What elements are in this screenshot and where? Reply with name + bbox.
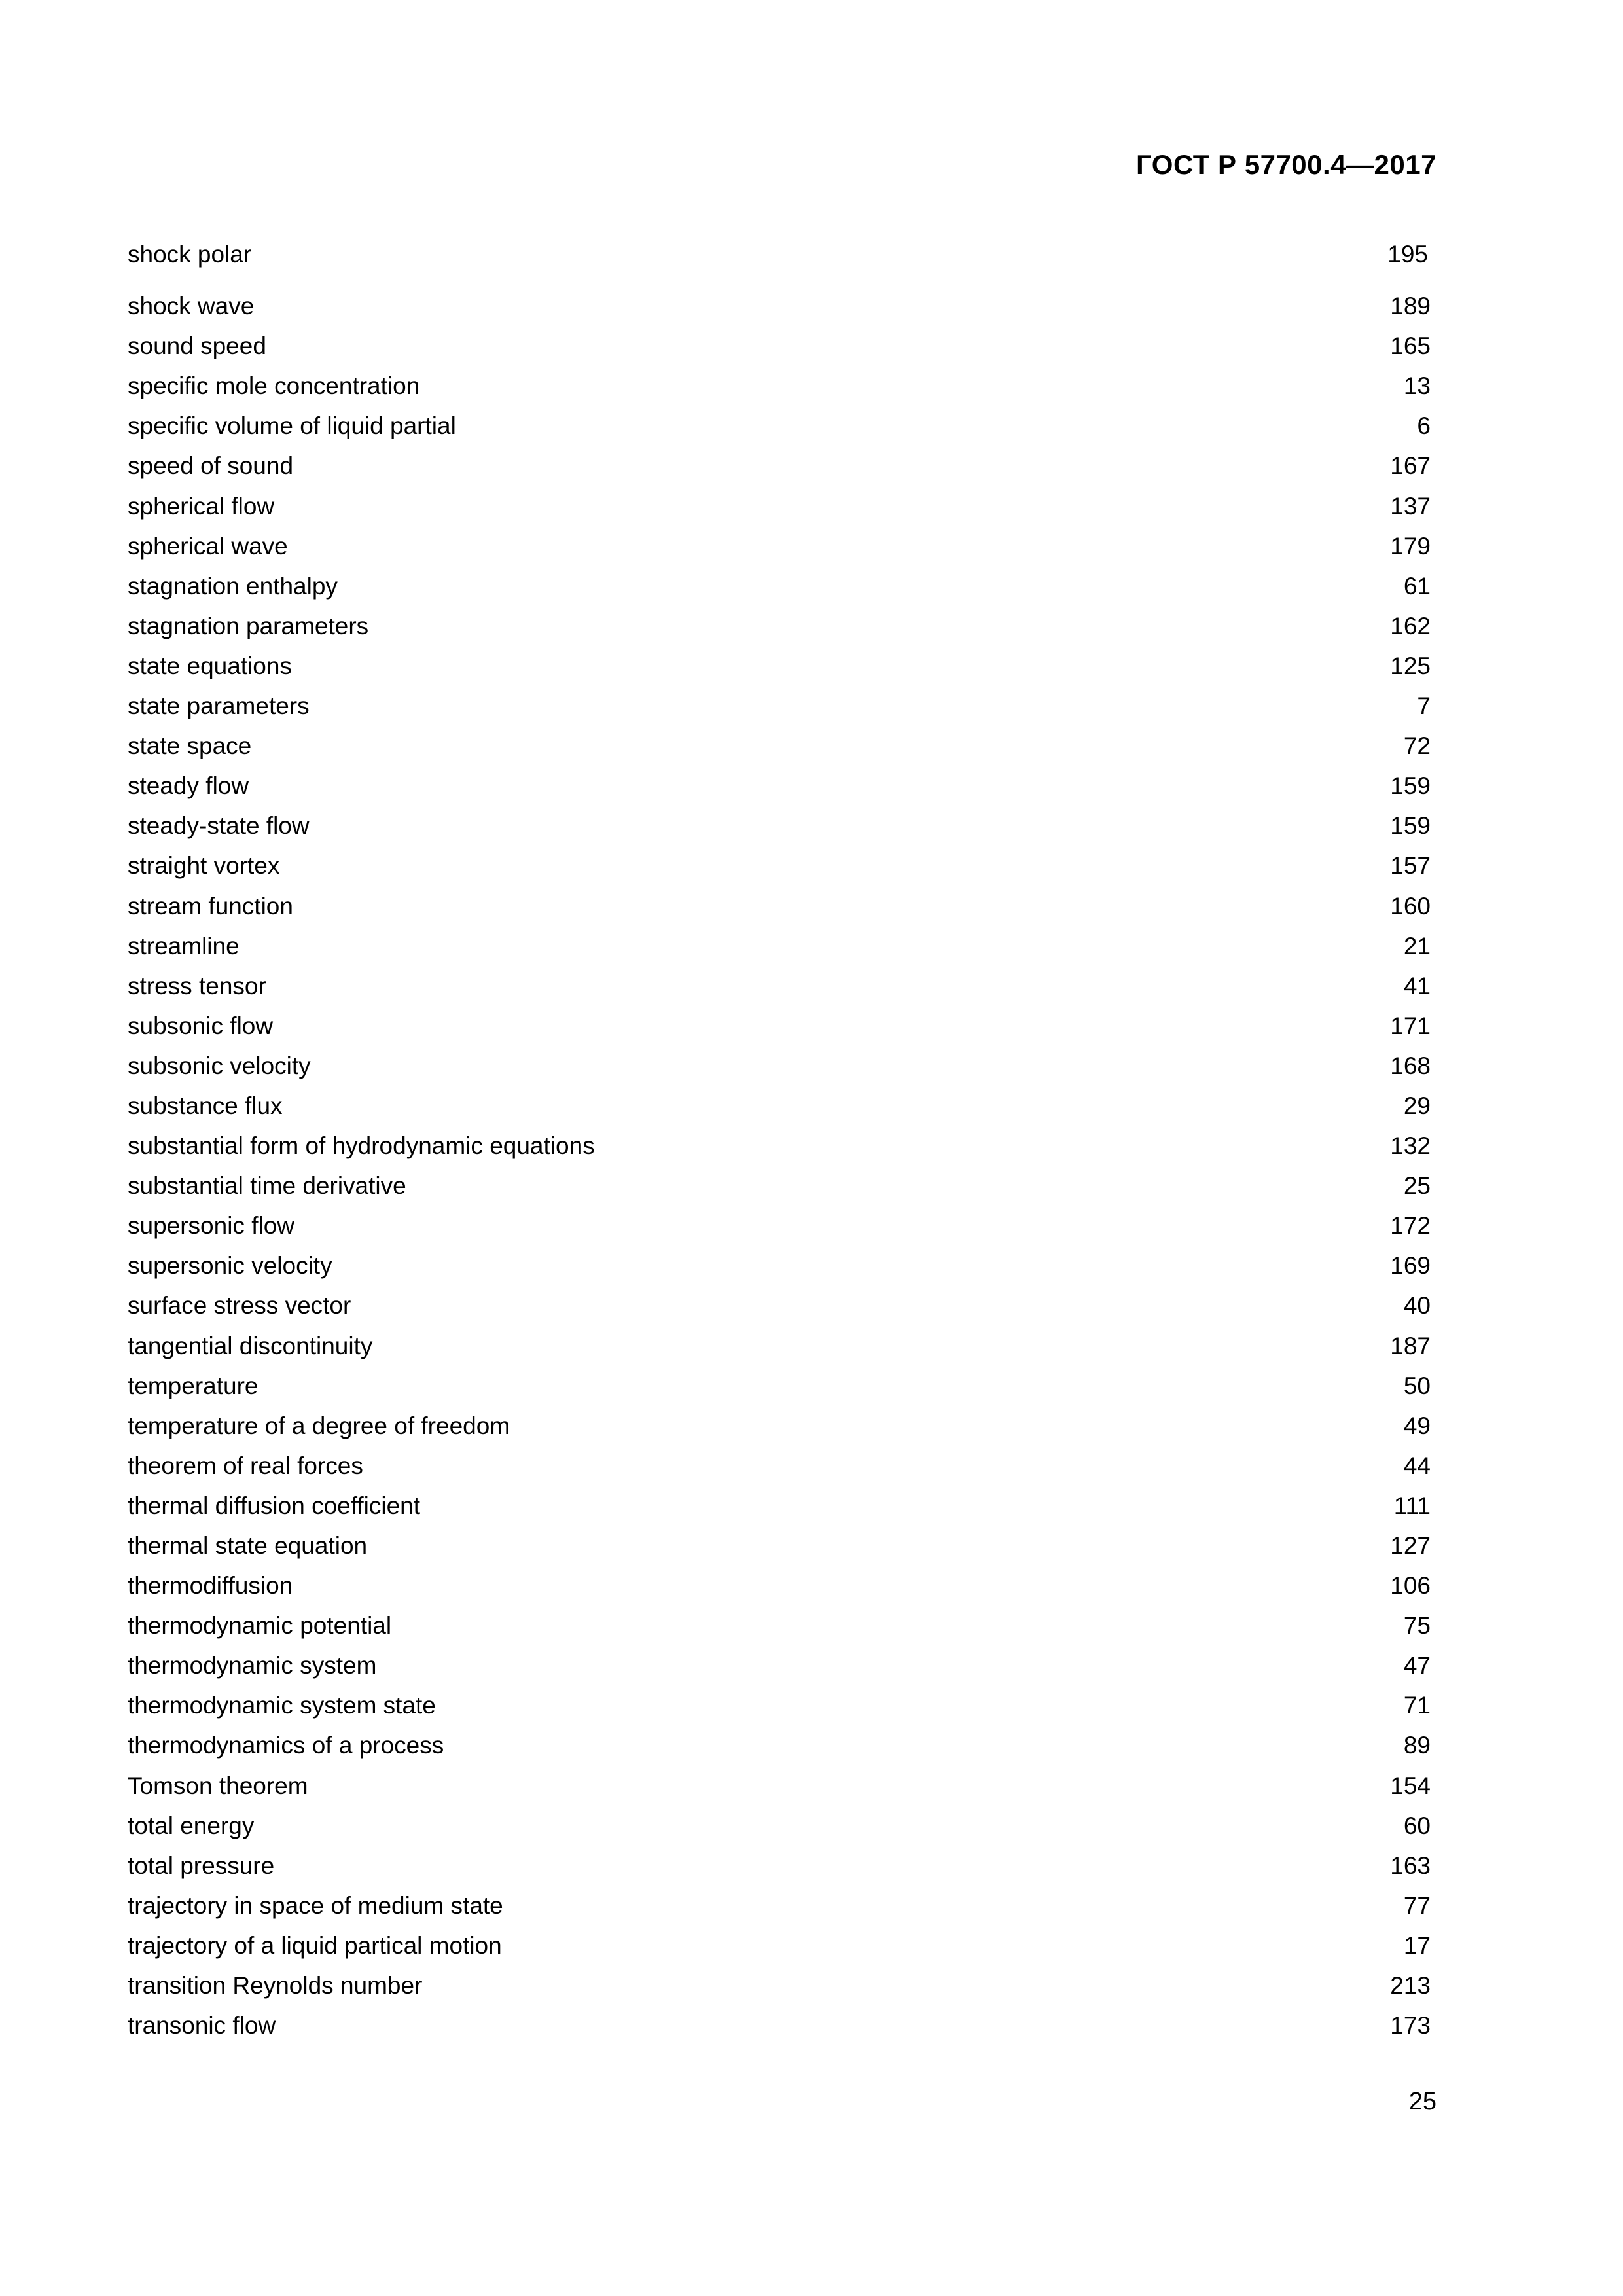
index-entry [128, 930, 1431, 970]
index-entry [128, 370, 1431, 410]
index-page-ref: 72 [1403, 732, 1431, 760]
index-page-ref: 125 [1390, 652, 1431, 679]
index-page-ref: 189 [1390, 293, 1431, 320]
index-term: speed of sound [128, 452, 294, 480]
index-entry [128, 890, 1431, 930]
index-entry [128, 1649, 1431, 1689]
index-term: stream function [128, 892, 293, 920]
index-entry [128, 850, 1431, 889]
index-entry [128, 1490, 1431, 1530]
index-term: substance flux [128, 1092, 283, 1119]
index-term: thermodiffusion [128, 1572, 293, 1600]
index-page-ref: 187 [1390, 1332, 1431, 1359]
index-term: trajectory of a liquid partical motion [128, 1931, 502, 1959]
index-entry [128, 1770, 1431, 1810]
index-term: transonic flow [128, 2012, 276, 2039]
index-entry [128, 1890, 1431, 1929]
index-page-ref: 165 [1390, 332, 1431, 360]
index-entry [128, 1530, 1431, 1570]
index-entry [128, 1729, 1431, 1769]
index-page-ref: 7 [1417, 692, 1431, 720]
index-page-ref: 159 [1390, 812, 1431, 840]
index-entry [128, 1689, 1431, 1729]
index-page-ref: 111 [1393, 1492, 1431, 1519]
index-term: stagnation enthalpy [128, 572, 338, 600]
index-term: specific mole concentration [128, 372, 420, 400]
index-page-ref: 13 [1403, 372, 1431, 400]
index-term: thermal state equation [128, 1532, 368, 1559]
page-number: 25 [1408, 2088, 1436, 2115]
index-term: trajectory in space of medium state [128, 1892, 503, 1919]
index-page-ref: 50 [1403, 1372, 1431, 1399]
index-page-ref: 89 [1403, 1732, 1431, 1759]
index-term: thermodynamics of a process [128, 1732, 444, 1759]
index-page-ref: 71 [1403, 1692, 1431, 1719]
index-page-ref: 167 [1390, 452, 1431, 480]
index-entry [128, 970, 1431, 1010]
index-term: thermal diffusion coefficient [128, 1492, 420, 1519]
index-entry [128, 450, 1431, 490]
index-entry [128, 530, 1431, 570]
index-page-ref: 40 [1403, 1292, 1431, 1319]
index-entry [128, 1289, 1431, 1329]
index-term: streamline [128, 932, 240, 960]
index-term: spherical flow [128, 492, 275, 520]
index-entry [128, 1010, 1431, 1050]
index-term: substantial form of hydrodynamic equations [128, 1132, 595, 1160]
index-page-ref: 49 [1403, 1412, 1431, 1439]
index-term: shock polar [128, 241, 252, 268]
document-header: ГОСТ Р 57700.4—2017 [1136, 149, 1436, 180]
index-entry [128, 410, 1431, 450]
index-term: stagnation parameters [128, 612, 369, 639]
index-list [128, 238, 1431, 2049]
index-term: supersonic velocity [128, 1252, 332, 1280]
index-term: tangential discontinuity [128, 1332, 373, 1359]
index-term: subsonic velocity [128, 1052, 311, 1079]
index-term: specific volume of liquid partial [128, 412, 456, 440]
index-entry [128, 1450, 1431, 1490]
index-page-ref: 179 [1390, 532, 1431, 560]
index-term: supersonic flow [128, 1212, 295, 1240]
index-entry [128, 1090, 1431, 1130]
index-page-ref: 60 [1403, 1812, 1431, 1839]
index-term: temperature of a degree of freedom [128, 1412, 510, 1439]
index-page-ref: 29 [1403, 1092, 1431, 1119]
index-entry [128, 690, 1431, 730]
index-entry [128, 1130, 1431, 1170]
index-entry [128, 1969, 1431, 2009]
index-page-ref: 75 [1403, 1612, 1431, 1640]
index-page-ref: 47 [1403, 1652, 1431, 1679]
index-page-ref: 21 [1403, 932, 1431, 960]
index-entry [128, 1170, 1431, 1210]
index-page-ref: 137 [1390, 492, 1431, 520]
index-entry [128, 238, 1431, 278]
index-term: total energy [128, 1812, 255, 1839]
index-term: thermodynamic system state [128, 1692, 436, 1719]
index-page-ref: 213 [1390, 1972, 1431, 2000]
index-entry [128, 330, 1431, 370]
index-page-ref: 154 [1390, 1772, 1431, 1799]
index-entry [128, 810, 1431, 850]
index-entry [128, 490, 1431, 530]
index-term: shock wave [128, 293, 255, 320]
index-entry [128, 2009, 1431, 2049]
index-page-ref: 106 [1390, 1572, 1431, 1600]
index-page-ref: 44 [1403, 1452, 1431, 1479]
index-entry [128, 1050, 1431, 1090]
index-page-ref: 173 [1390, 2012, 1431, 2039]
index-entry [128, 1850, 1431, 1890]
index-page-ref: 61 [1403, 572, 1431, 600]
index-term: subsonic flow [128, 1012, 274, 1039]
index-term: total pressure [128, 1852, 275, 1879]
index-term: spherical wave [128, 532, 288, 560]
index-term: straight vortex [128, 852, 280, 880]
index-term: transition Reynolds number [128, 1972, 423, 2000]
index-entry [128, 1249, 1431, 1289]
index-term: Tomson theorem [128, 1772, 308, 1799]
index-page-ref: 157 [1390, 852, 1431, 880]
index-entry [128, 1929, 1431, 1969]
index-entry [128, 1810, 1431, 1850]
index-entry [128, 1609, 1431, 1649]
index-term: surface stress vector [128, 1292, 351, 1319]
index-entry [128, 1410, 1431, 1450]
index-term: temperature [128, 1372, 259, 1399]
index-page-ref: 41 [1403, 972, 1431, 999]
index-entry [128, 570, 1431, 610]
index-page-ref: 168 [1390, 1052, 1431, 1079]
index-page-ref: 77 [1403, 1892, 1431, 1919]
index-entry [128, 1370, 1431, 1410]
index-page-ref: 163 [1390, 1852, 1431, 1879]
index-term: substantial time derivative [128, 1172, 406, 1200]
index-page-ref: 169 [1390, 1252, 1431, 1280]
index-term: thermodynamic system [128, 1652, 377, 1679]
index-entry [128, 1570, 1431, 1609]
index-page-ref: 127 [1390, 1532, 1431, 1559]
index-page-ref: 159 [1390, 772, 1431, 800]
index-term: thermodynamic potential [128, 1612, 392, 1640]
index-page-ref: 6 [1417, 412, 1431, 440]
index-entry [128, 610, 1431, 650]
index-page-ref: 160 [1390, 892, 1431, 920]
index-page-ref: 25 [1403, 1172, 1431, 1200]
index-term: stress tensor [128, 972, 266, 999]
index-page-ref: 17 [1403, 1931, 1431, 1959]
index-page-ref: 132 [1390, 1132, 1431, 1160]
index-entry [128, 650, 1431, 690]
index-term: theorem of real forces [128, 1452, 363, 1479]
index-term: steady-state flow [128, 812, 310, 840]
index-term: state equations [128, 652, 292, 679]
index-entry [128, 730, 1431, 770]
index-entry [128, 290, 1431, 330]
index-term: state space [128, 732, 252, 760]
index-page-ref: 195 [1387, 241, 1428, 268]
index-page-ref: 162 [1390, 612, 1431, 639]
index-entry [128, 1330, 1431, 1370]
index-term: steady flow [128, 772, 249, 800]
index-term: sound speed [128, 332, 266, 360]
index-page-ref: 172 [1390, 1212, 1431, 1240]
index-entry [128, 770, 1431, 810]
index-page-ref: 171 [1390, 1012, 1431, 1039]
index-term: state parameters [128, 692, 310, 720]
index-entry [128, 1210, 1431, 1249]
